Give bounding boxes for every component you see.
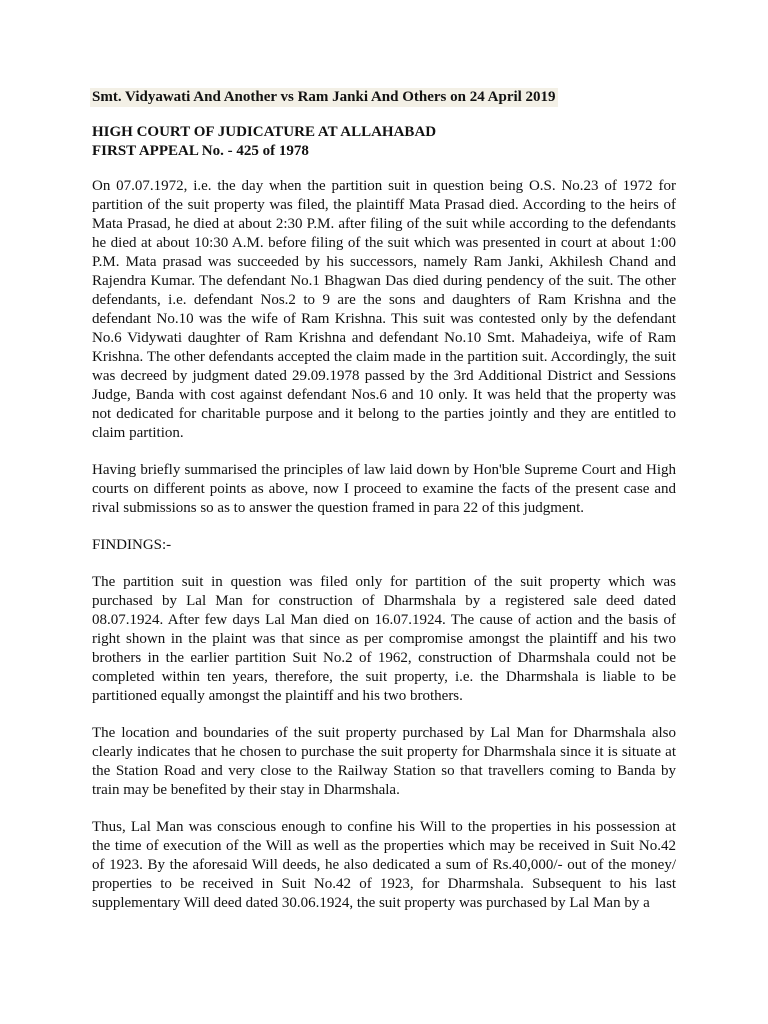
paragraph-summary: Having briefly summarised the principles of law laid down by Hon'ble Supreme Court and High courts on different points as above, now I proceed to examine the facts of the present case and rival submissions so as to answer the question framed in para 22 of this judgment. <box>92 462 676 516</box>
findings-heading: FINDINGS:- <box>92 537 172 553</box>
paragraph-location: The location and boundaries of the suit property purchased by Lal Man for Dharmshala also clearly indicates that he chosen to purchase the suit property for Dharmshala since it is situate at the Station Road and very close to the Railway Station so that travellers coming to Banda by train may be benefited by their stay in Dharmshala. <box>92 725 676 798</box>
case-title: Smt. Vidyawati And Another vs Ram Janki And Others on 24 April 2019 <box>92 89 556 105</box>
paragraph-will: Thus, Lal Man was conscious enough to confine his Will to the properties in his possession at the time of execution of the Will as well as the properties which may be received in Suit No.42 of 1923. By the aforesaid Will deeds, he also dedicated a sum of Rs.40,000/- out of the money/ properties to be received in Suit No.42 of 1923, for Dharmshala. Subsequent to his last supplementary Will deed dated 30.06.1924, the suit property was purchased by Lal Man by a <box>92 819 676 911</box>
paragraph-partition-suit: The partition suit in question was filed only for partition of the suit property which was purchased by Lal Man for construction of Dharmshala by a registered sale deed dated 08.07.1924. After few days Lal Man died on 16.07.1924. The cause of action and the basis of right shown in the plaint was that since as per compromise amongst the plaintiff and his two brothers in the earlier partition Suit No.2 of 1962, construction of Dharmshala could not be completed within ten years, therefore, the suit property, i.e. the Dharmshala is liable to be partitioned equally amongst the plaintiff and his two brothers. <box>92 574 676 704</box>
appeal-number: FIRST APPEAL No. - 425 of 1978 <box>92 143 309 159</box>
paragraph-facts: On 07.07.1972, i.e. the day when the partition suit in question being O.S. No.23 of 1972 for partition of the suit property was filed, the plaintiff Mata Prasad died. According to the heirs of Mata Prasad, he died at about 2:30 P.M. after filing of the suit while according to the defendants he died at about 10:30 A.M. before filing of the suit which was presented in court at about 1:00 P.M. Mata prasad was succeeded by his successors, namely Ram Janki, Akhilesh Chand and Rajendra Kumar. The defendant No.1 Bhagwan Das died during pendency of the suit. The other defendants, i.e. defendant Nos.2 to 9 are the sons and daughters of Ram Krishna and the defendant No.10 was the wife of Ram Krishna. This suit was contested only by the defendant No.6 Vidywati daughter of Ram Krishna and defendant No.10 Smt. Mahadeiya, wife of Ram Krishna. The other defendants accepted the claim made in the partition suit. Accordingly, the suit was decreed by judgment dated 29.09.1978 passed by the 3rd Additional District and Sessions Judge, Banda with cost against defendant Nos.6 and 10 only. It was held that the property was not dedicated for charitable purpose and it belong to the parties jointly and they are entitled to claim partition. <box>92 178 676 441</box>
court-header <box>92 123 676 161</box>
court-name: HIGH COURT OF JUDICATURE AT ALLAHABAD <box>92 124 437 140</box>
